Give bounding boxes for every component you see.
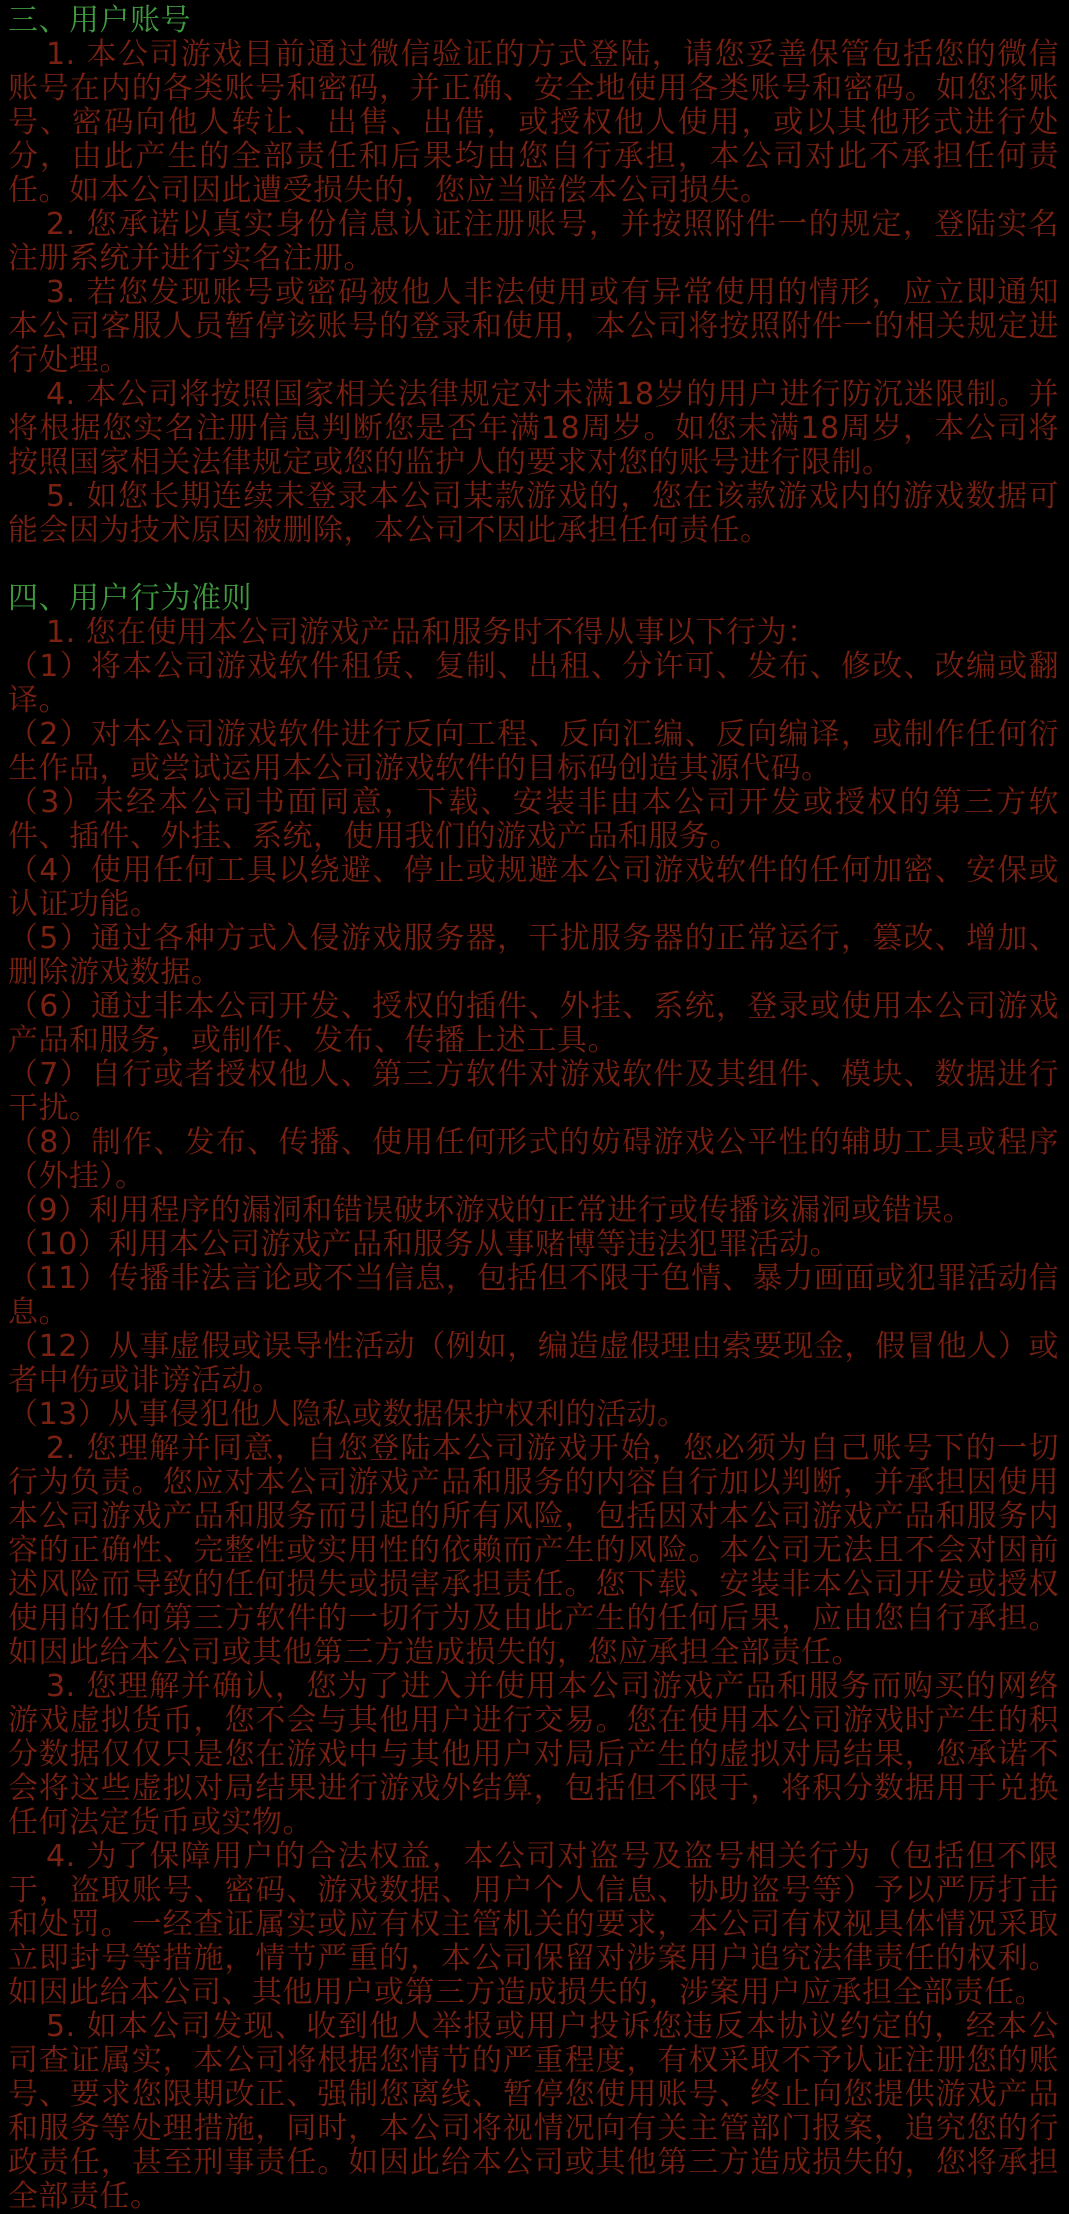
paragraph: 2. 您承诺以真实身份信息认证注册账号，并按照附件一的规定，登陆实名注册系统并进行实名注册。 (8, 207, 1059, 276)
paragraph: （7）自行或者授权他人、第三方软件对游戏软件及其组件、模块、数据进行干扰。 (8, 1057, 1059, 1126)
paragraph: （13）从事侵犯他人隐私或数据保护权利的活动。 (8, 1397, 688, 1432)
paragraph: 2. 您理解并同意，自您登陆本公司游戏开始，您必须为自己账号下的一切行为负责。您应对本公司游戏产品和服务的内容自行加以判断，并承担因使用本公司游戏产品和服务而引起的所有风险，包括因对本公司游戏产品和服务内容的正确性、完整性或实用性的依赖而产生的风险。本公司无法且不会对因前述风险而导致的任何损失或损害承担责任。您下载、安装非本公司开发或授权使用的任何第三方软件的一切行为及由此产生的任何后果，应由您自行承担。如因此给本公司或其他第三方造成损失的，您应承担全部责任。 (8, 1431, 1059, 1670)
terms-section (8, 582, 1059, 2214)
paragraph: 3. 您理解并确认，您为了进入并使用本公司游戏产品和服务而购买的网络游戏虚拟货币，您不会与其他用户进行交易。您在使用本公司游戏时产生的积分数据仅仅只是您在游戏中与其他用户对局后产生的虚拟对局结果，您承诺不会将这些虚拟对局结果进行游戏外结算，包括但不限于，将积分数据用于兑换任何法定货币或实物。 (8, 1669, 1059, 1840)
paragraph: （10）利用本公司游戏产品和服务从事赌博等违法犯罪活动。 (8, 1227, 841, 1262)
paragraph: 3. 若您发现账号或密码被他人非法使用或有异常使用的情形，应立即通知本公司客服人员暂停该账号的登录和使用，本公司将按照附件一的相关规定进行处理。 (8, 275, 1059, 378)
paragraph: （2）对本公司游戏软件进行反向工程、反向汇编、反向编译，或制作任何衍生作品，或尝试运用本公司游戏软件的目标码创造其源代码。 (8, 717, 1059, 786)
paragraph: 1. 您在使用本公司游戏产品和服务时不得从事以下行为： (46, 615, 818, 650)
section-heading: 四、用户行为准则 (8, 581, 252, 616)
paragraph: 4. 为了保障用户的合法权益，本公司对盗号及盗号相关行为（包括但不限于，盗取账号、密码、游戏数据、用户个人信息、协助盗号等）予以严厉打击和处罚。一经查证属实或应有权主管机关的要求，本公司有权视具体情况采取立即封号等措施，情节严重的，本公司保留对涉案用户追究法律责任的权利。如因此给本公司、其他用户或第三方造成损失的，涉案用户应承担全部责任。 (8, 1839, 1059, 2010)
paragraph: （1）将本公司游戏软件租赁、复制、出租、分许可、发布、修改、改编或翻译。 (8, 649, 1059, 718)
paragraph: （6）通过非本公司开发、授权的插件、外挂、系统，登录或使用本公司游戏产品和服务，或制作、发布、传播上述工具。 (8, 989, 1059, 1058)
paragraph: 5. 如本公司发现、收到他人举报或用户投诉您违反本协议约定的，经本公司查证属实，本公司将根据您情节的严重程度，有权采取不予认证注册您的账号、要求您限期改正、强制您离线、暂停您使用账号、终止向您提供游戏产品和服务等处理措施，同时，本公司将视情况向有关主管部门报案，追究您的行政责任，甚至刑事责任。如因此给本公司或其他第三方造成损失的，您将承担全部责任。 (8, 2009, 1059, 2214)
paragraph: （4）使用任何工具以绕避、停止或规避本公司游戏软件的任何加密、安保或认证功能。 (8, 853, 1059, 922)
section-heading: 三、用户账号 (8, 3, 191, 38)
paragraph: 5. 如您长期连续未登录本公司某款游戏的，您在该款游戏内的游戏数据可能会因为技术原因被删除，本公司不因此承担任何责任。 (8, 479, 1059, 548)
paragraph: （3）未经本公司书面同意，下载、安装非由本公司开发或授权的第三方软件、插件、外挂、系统，使用我们的游戏产品和服务。 (8, 785, 1059, 854)
paragraph: （5）通过各种方式入侵游戏服务器，干扰服务器的正常运行，篡改、增加、删除游戏数据。 (8, 921, 1059, 990)
paragraph: 1. 本公司游戏目前通过微信验证的方式登陆，请您妥善保管包括您的微信账号在内的各类账号和密码，并正确、安全地使用各类账号和密码。如您将账号、密码向他人转让、出售、出借，或授权他人使用，或以其他形式进行处分，由此产生的全部责任和后果均由您自行承担，本公司对此不承担任何责任。如本公司因此遭受损失的，您应当赔偿本公司损失。 (8, 37, 1059, 208)
paragraph: （11）传播非法言论或不当信息，包括但不限于色情、暴力画面或犯罪活动信息。 (8, 1261, 1059, 1330)
paragraph: （12）从事虚假或误导性活动（例如，编造虚假理由索要现金，假冒他人）或者中伤或诽谤活动。 (8, 1329, 1059, 1398)
terms-section (8, 4, 1059, 548)
paragraph: （9）利用程序的漏洞和错误破坏游戏的正常进行或传播该漏洞或错误。 (8, 1193, 974, 1228)
paragraph: （8）制作、发布、传播、使用任何形式的妨碍游戏公平性的辅助工具或程序（外挂）。 (8, 1125, 1059, 1194)
paragraph: 4. 本公司将按照国家相关法律规定对未满18岁的用户进行防沉迷限制。并将根据您实名注册信息判断您是否年满18周岁。如您未满18周岁，本公司将按照国家相关法律规定或您的监护人的要求对您的账号进行限制。 (8, 377, 1059, 480)
